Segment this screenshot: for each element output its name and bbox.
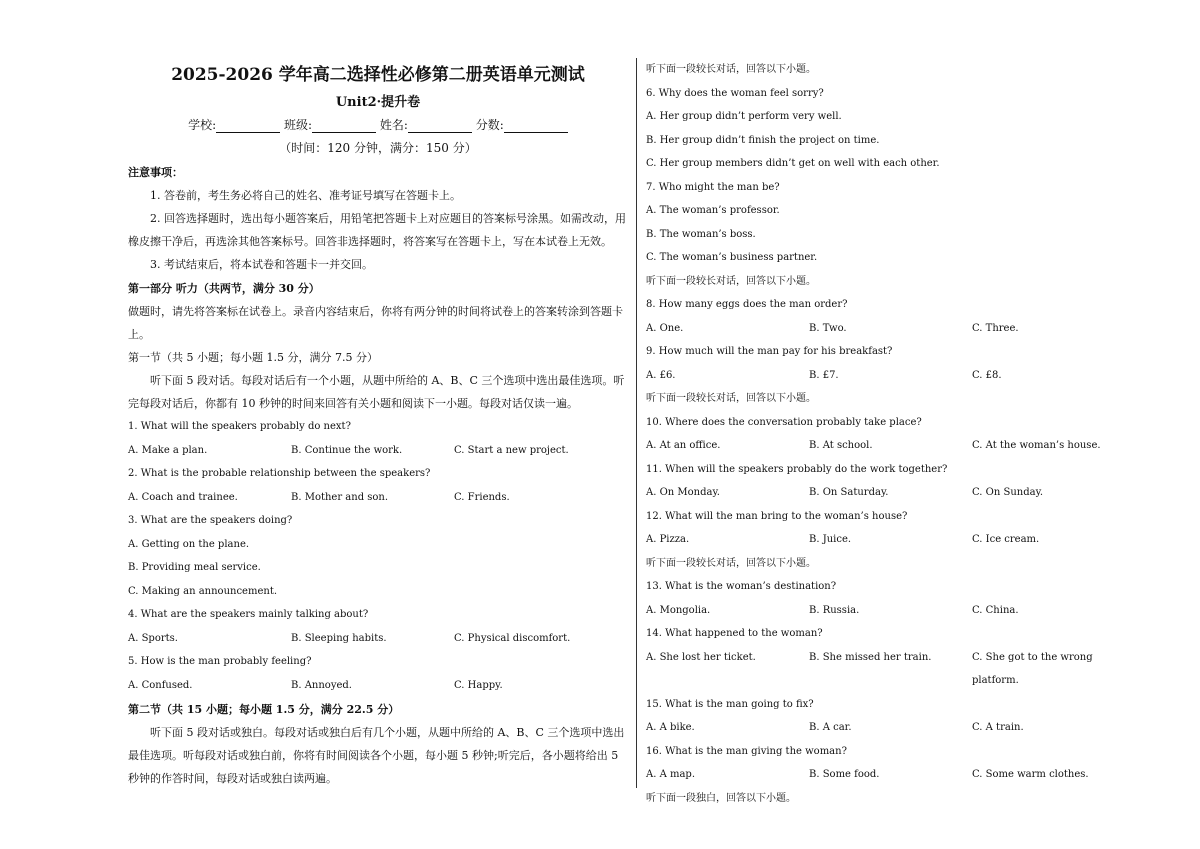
part1-intro: 做题时，请先将答案标在试卷上。录音内容结束后，你将有两分钟的时间将试卷上的答案转涂到答题卡上。 <box>128 305 623 341</box>
option-b[interactable]: B. Two. <box>809 322 847 334</box>
option-a[interactable]: A. Make a plan. <box>128 444 208 456</box>
question-9: 9. How much will the man pay for his breakfast? <box>646 346 893 357</box>
option-a[interactable]: A. A bike. <box>646 722 695 733</box>
section2-instructions: 听下面 5 段对话或独白。每段对话或独白后有几个小题，从题中所给的 A、B、C 三个选项中选出最佳选项。听每段对话或独白前，你将有时间阅读各个小题，每小题 5 秒钟;听完后，各小题将给出 5 秒钟的作答时间，每段对话或独白读两遍。 <box>128 726 625 785</box>
option-b[interactable]: B. Sleeping habits. <box>291 632 387 644</box>
name-blank[interactable] <box>408 120 472 133</box>
option-b[interactable]: B. The woman’s boss. <box>646 228 756 240</box>
question-14: 14. What happened to the woman? <box>646 628 823 639</box>
options-13 <box>646 599 1146 623</box>
option-b[interactable]: B. Russia. <box>809 604 860 616</box>
question-8: 8. How many eggs does the man order? <box>646 299 848 310</box>
option-c[interactable]: C. Making an announcement. <box>128 585 278 597</box>
option-a[interactable]: A. Pizza. <box>646 534 690 545</box>
class-label: 班级: <box>284 118 313 132</box>
score-blank[interactable] <box>504 120 568 133</box>
listen-instruction: 听下面一段较长对话，回答以下小题。 <box>646 275 816 287</box>
name-label: 姓名: <box>379 118 408 132</box>
option-b[interactable]: B. Some food. <box>809 769 880 780</box>
note-item: 1. 答卷前，考生务必将自己的姓名、准考证号填写在答题卡上。 <box>150 189 461 202</box>
question-13: 13. What is the woman’s destination? <box>646 581 837 592</box>
option-c[interactable]: C. Some warm clothes. <box>972 769 1089 780</box>
exam-title: 2025-2026 学年高二选择性必修第二册英语单元测试 <box>171 65 585 85</box>
option-c[interactable]: C. £8. <box>972 369 1002 381</box>
option-a[interactable]: A. She lost her ticket. <box>646 651 756 663</box>
section2-heading: 第二节（共 15 小题；每小题 1.5 分，满分 22.5 分） <box>128 703 400 716</box>
option-c[interactable]: C. Physical discomfort. <box>454 632 571 644</box>
option-b[interactable]: B. On Saturday. <box>809 487 889 498</box>
option-a[interactable]: A. Coach and trainee. <box>128 491 238 503</box>
option-c[interactable]: C. Friends. <box>454 491 510 503</box>
options-5 <box>128 674 628 698</box>
options-2 <box>128 486 628 510</box>
option-c[interactable]: C. Happy. <box>454 679 503 691</box>
score-label: 分数: <box>475 118 504 132</box>
options-1 <box>128 439 628 463</box>
question-6: 6. Why does the woman feel sorry? <box>646 87 824 99</box>
options-9 <box>646 364 1146 388</box>
options-16 <box>646 763 1146 787</box>
section1-instructions: 听下面 5 段对话。每段对话后有一个小题，从题中所给的 A、B、C 三个选项中选出最佳选项。听完每段对话后，你都有 10 秒钟的时间来回答有关小题和阅读下一小题。每段对话仅读一遍。 <box>128 374 625 410</box>
option-a[interactable]: A. Her group didn’t perform very well. <box>646 111 842 122</box>
notes-heading: 注意事项： <box>128 166 183 179</box>
option-c[interactable]: C. China. <box>972 604 1019 616</box>
option-a[interactable]: A. One. <box>646 322 684 334</box>
option-b[interactable]: B. At school. <box>809 440 873 451</box>
school-label: 学校: <box>188 118 217 132</box>
option-a[interactable]: A. £6. <box>646 369 676 381</box>
note-item: 3. 考试结束后，将本试卷和答题卡一并交回。 <box>150 258 373 271</box>
option-b[interactable]: B. Continue the work. <box>291 444 403 456</box>
options-11 <box>646 481 1146 505</box>
question-1: 1. What will the speakers probably do next? <box>128 421 351 432</box>
section1-heading: 第一节（共 5 小题；每小题 1.5 分，满分 7.5 分） <box>128 351 378 364</box>
school-blank[interactable] <box>216 120 280 133</box>
option-a[interactable]: A. The woman’s professor. <box>646 205 780 216</box>
option-b[interactable]: B. She missed her train. <box>809 651 932 663</box>
listen-instruction: 听下面一段较长对话，回答以下小题。 <box>646 393 816 404</box>
option-a[interactable]: A. Sports. <box>128 632 178 644</box>
listen-instruction-monologue: 听下面一段独白，回答以下小题。 <box>646 792 796 804</box>
option-c[interactable]: C. Three. <box>972 322 1019 334</box>
part1-heading: 第一部分 听力（共两节，满分 30 分） <box>128 282 320 295</box>
left-column <box>128 58 628 790</box>
option-b[interactable]: B. Providing meal service. <box>128 562 261 573</box>
column-divider <box>636 58 637 788</box>
option-b[interactable]: B. £7. <box>809 369 839 381</box>
options-4 <box>128 627 628 651</box>
option-b[interactable]: B. A car. <box>809 722 852 733</box>
exam-subtitle: Unit2·提升卷 <box>335 95 421 110</box>
option-a[interactable]: A. Mongolia. <box>646 604 711 616</box>
option-c[interactable]: C. Start a new project. <box>454 444 569 456</box>
options-8 <box>646 317 1146 341</box>
note-item: 2. 回答选择题时，选出每小题答案后，用铅笔把答题卡上对应题目的答案标号涂黑。如需改动，用橡皮擦干净后，再选涂其他答案标号。回答非选择题时，将答案写在答题卡上，写在本试卷上无效。 <box>128 212 626 248</box>
options-15 <box>646 716 1146 740</box>
option-b[interactable]: B. Her group didn’t finish the project on time. <box>646 134 880 146</box>
option-c[interactable]: C. At the woman’s house. <box>972 440 1101 451</box>
option-a[interactable]: A. On Monday. <box>646 487 720 498</box>
option-c[interactable]: C. She got to the wrong platform. <box>972 651 1093 686</box>
question-4: 4. What are the speakers mainly talking about? <box>128 609 369 620</box>
question-7: 7. Who might the man be? <box>646 181 780 193</box>
options-10 <box>646 434 1146 458</box>
options-14 <box>646 646 1146 693</box>
option-b[interactable]: B. Annoyed. <box>291 679 352 691</box>
question-11: 11. When will the speakers probably do the work together? <box>646 463 948 475</box>
option-a[interactable]: A. Confused. <box>128 679 193 691</box>
option-b[interactable]: B. Mother and son. <box>291 491 389 503</box>
question-5: 5. How is the man probably feeling? <box>128 656 312 667</box>
option-c[interactable]: C. A train. <box>972 722 1024 733</box>
options-12 <box>646 528 1146 552</box>
option-a[interactable]: A. At an office. <box>646 440 721 451</box>
question-2: 2. What is the probable relationship between the speakers? <box>128 468 431 479</box>
option-c[interactable]: C. On Sunday. <box>972 487 1044 498</box>
student-info-line <box>128 116 628 133</box>
question-10: 10. Where does the conversation probably take place? <box>646 416 922 428</box>
question-16: 16. What is the man giving the woman? <box>646 745 847 757</box>
option-b[interactable]: B. Juice. <box>809 534 852 545</box>
question-15: 15. What is the man going to fix? <box>646 698 814 710</box>
option-c[interactable]: C. The woman’s business partner. <box>646 252 818 263</box>
question-3: 3. What are the speakers doing? <box>128 515 293 526</box>
exam-time: （时间：120 分钟，满分：150 分） <box>279 141 477 155</box>
option-c[interactable]: C. Her group members didn’t get on well with each other. <box>646 158 940 169</box>
option-c[interactable]: C. Ice cream. <box>972 534 1040 545</box>
option-a[interactable]: A. A map. <box>646 769 696 780</box>
question-12: 12. What will the man bring to the woman’s house? <box>646 510 908 522</box>
class-blank[interactable] <box>312 120 376 133</box>
listen-instruction: 听下面一段较长对话，回答以下小题。 <box>646 64 816 75</box>
right-column <box>646 58 1146 810</box>
listen-instruction: 听下面一段较长对话，回答以下小题。 <box>646 557 816 569</box>
option-a[interactable]: A. Getting on the plane. <box>128 538 250 550</box>
